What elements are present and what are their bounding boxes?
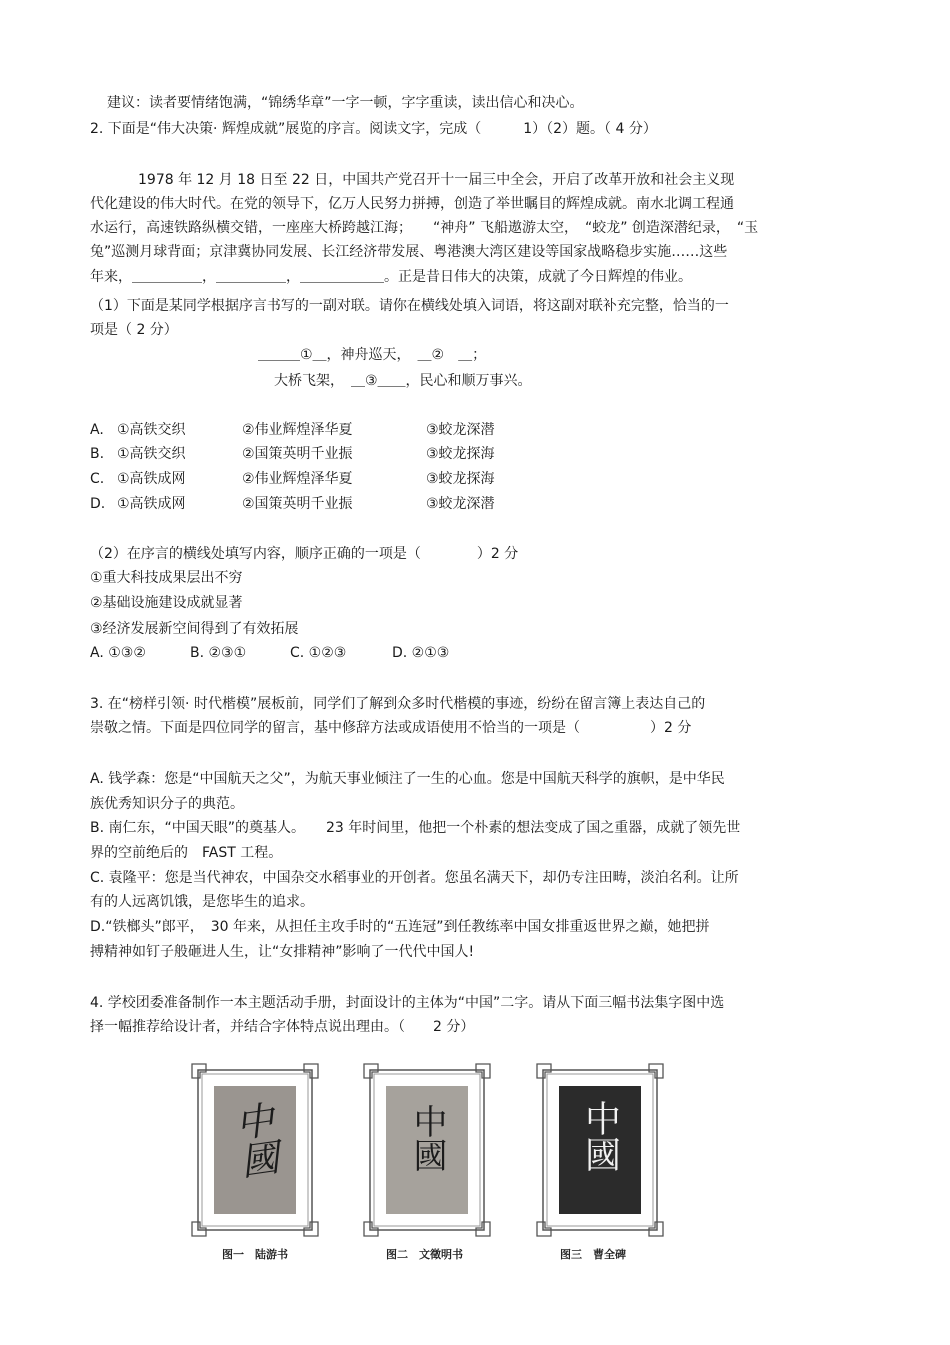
q2-sub2-item: ③经济发展新空间得到了有效拓展	[90, 621, 299, 637]
q2-passage-line: 兔”巡测月球背面；京津冀协同发展、长江经济带发展、粤港澳大湾区建设等国家战略稳步实施……这些	[90, 244, 728, 260]
q2-passage-line: 年来，＿＿＿＿＿，＿＿＿＿＿，＿＿＿＿＿＿。正是昔日伟大的决策，成就了今日辉煌的伟业。	[90, 269, 692, 285]
q3-option-b-cont: 界的空前绝后的 FAST 工程。	[90, 845, 283, 861]
q3-option-d-cont: 搏精神如钉子般砸进人生，让“女排精神”影响了一代代中国人!	[90, 944, 475, 960]
figure-3-glyphs: 中國	[579, 1100, 621, 1172]
option-d-label[interactable]: D.	[90, 496, 106, 512]
option-c-c3: ③蛟龙探海	[426, 471, 495, 487]
q3-stem: 3. 在“榜样引领· 时代楷模”展板前，同学们了解到众多时代楷模的事迹，纷纷在留言簿上表达自己的	[90, 696, 706, 712]
q3-option-a-cont: 族优秀知识分子的典范。	[90, 796, 244, 812]
q4-stem: 4. 学校团委准备制作一本主题活动手册，封面设计的主体为“中国”二字。请从下面三幅书法集字图中选	[90, 995, 725, 1011]
q4-stem: 择一幅推荐给设计者，并结合字体特点说出理由。（ 2 分）	[90, 1019, 475, 1035]
option-b-c2: ②国策英明千业振	[242, 446, 353, 462]
q1-note: 建议：读者要情绪饱满，“锦绣华章”一字一顿，字字重读，读出信心和决心。	[107, 95, 584, 111]
figure-3-caption: 图三 曹全碑	[560, 1248, 626, 1261]
q3-option-c-cont: 有的人远离饥饿，是您毕生的追求。	[90, 894, 314, 910]
q2-sub1-stem: 项是（ 2 分）	[90, 322, 178, 338]
couplet-line-1: ＿＿＿①＿，神舟巡天， ＿② ＿；	[258, 347, 487, 363]
figure-1-caption: 图一 陆游书	[222, 1248, 288, 1261]
option-c-c1: ①高铁成网	[117, 471, 186, 487]
figure-2-glyphs: 中國	[407, 1104, 447, 1172]
q2-sub2-item: ①重大科技成果层出不穷	[90, 570, 243, 586]
q2-passage-line: 代化建设的伟大时代。在党的领导下，亿万人民努力拼搏，创造了举世瞩目的辉煌成就。南水北调工程通	[90, 196, 734, 212]
q3-stem: 崇敬之情。下面是四位同学的留言，基中修辞方法或成语使用不恰当的一项是（ ）2 分	[90, 720, 692, 736]
q2-passage-line: 水运行，高速铁路纵横交错，一座座大桥跨越江海； “神舟” 飞船遨游太空， “蛟龙” 创造深潜纪录， “玉	[90, 220, 759, 236]
q3-option-c[interactable]: C. 袁隆平：您是当代神农，中国杂交水稻事业的开创者。您虽名满天下，却仍专注田畴，淡泊名利。让所	[90, 870, 739, 886]
calligraphy-figure-2	[362, 1062, 492, 1238]
couplet-line-2: 大桥飞架， ＿③＿＿，民心和顺万事兴。	[274, 373, 532, 389]
option-a-c1: ①高铁交织	[117, 422, 186, 438]
q2-sub2-option-c[interactable]: C. ①②③	[290, 645, 347, 661]
option-a-c2: ②伟业辉煌泽华夏	[242, 422, 353, 438]
calligraphy-figure-1	[190, 1062, 320, 1238]
q2-passage-line: 1978 年 12 月 18 日至 22 日，中国共产党召开十一届三中全会，开启了改革开放和社会主义现	[138, 172, 735, 188]
option-a-label[interactable]: A.	[90, 422, 104, 438]
option-c-c2: ②伟业辉煌泽华夏	[242, 471, 353, 487]
option-b-label[interactable]: B.	[90, 446, 105, 462]
option-b-c3: ③蛟龙探海	[426, 446, 495, 462]
option-a-c3: ③蛟龙深潜	[426, 422, 495, 438]
q2-sub1-stem: （1）下面是某同学根据序言书写的一副对联。请你在横线处填入词语，将这副对联补充完整，恰当的一	[90, 298, 729, 314]
figure-1-glyphs: 中國	[226, 1099, 281, 1181]
option-d-c2: ②国策英明千业振	[242, 496, 353, 512]
q3-option-d[interactable]: D.“铁榔头”郎平， 30 年来，从担任主攻手时的“五连冠”到任教练率中国女排重返世界之巅，她把拼	[90, 919, 710, 935]
option-c-label[interactable]: C.	[90, 471, 105, 487]
q2-sub2-option-b[interactable]: B. ②③①	[190, 645, 247, 661]
q3-option-a[interactable]: A. 钱学森：您是“中国航天之父”，为航天事业倾注了一生的心血。您是中国航天科学的旗帜，是中华民	[90, 771, 725, 787]
option-d-c1: ①高铁成网	[117, 496, 186, 512]
calligraphy-figure-3	[535, 1062, 665, 1238]
q2-stem: 2. 下面是“伟大决策· 辉煌成就”展览的序言。阅读文字，完成（ 1）（2）题。（ 4 分）	[90, 121, 657, 137]
q2-sub2-option-d[interactable]: D. ②①③	[392, 645, 450, 661]
figure-2-caption: 图二 文徵明书	[386, 1248, 463, 1261]
q3-option-b[interactable]: B. 南仁东，“中国天眼”的奠基人。 23 年时间里，他把一个朴素的想法变成了国之重器，成就了领先世	[90, 820, 741, 836]
q2-sub2-stem: （2）在序言的横线处填写内容，顺序正确的一项是（ ）2 分	[90, 546, 519, 562]
option-d-c3: ③蛟龙深潜	[426, 496, 495, 512]
q2-sub2-item: ②基础设施建设成就显著	[90, 595, 243, 611]
q2-sub2-option-a[interactable]: A. ①③②	[90, 645, 146, 661]
option-b-c1: ①高铁交织	[117, 446, 186, 462]
